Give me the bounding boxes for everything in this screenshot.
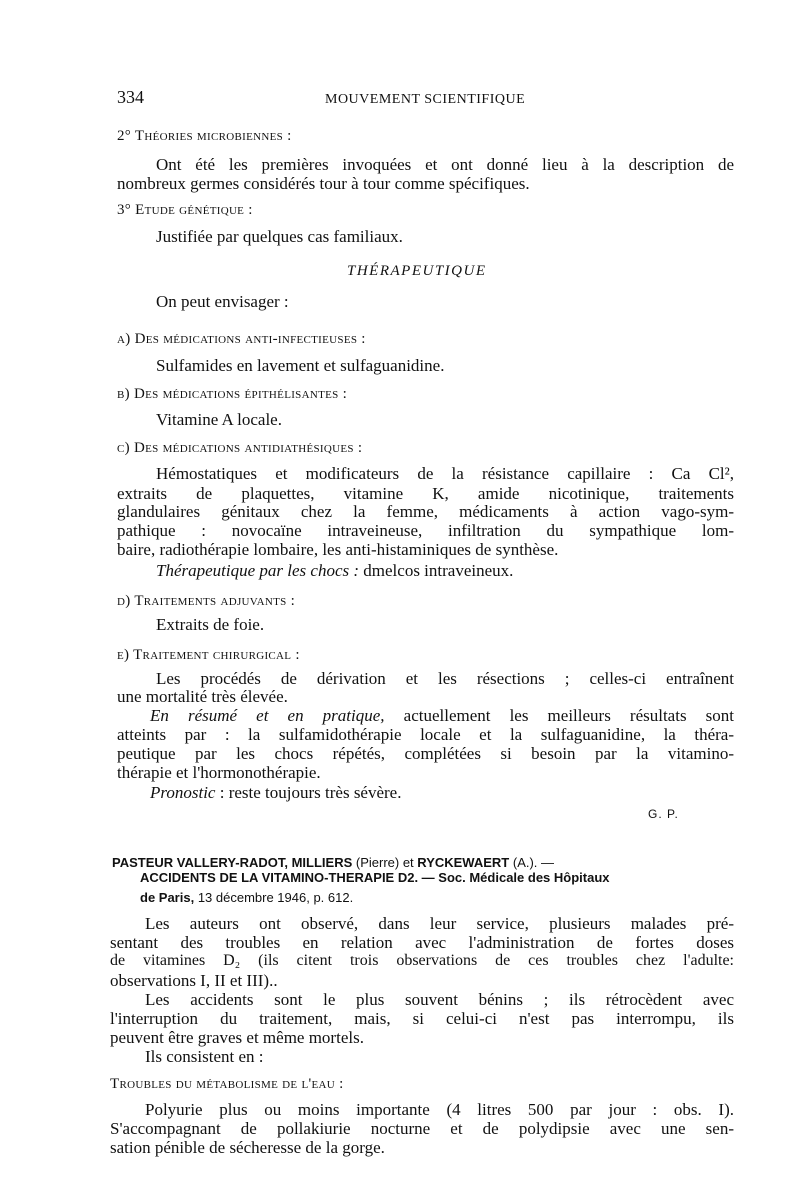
- signature: G. P.: [648, 807, 679, 821]
- heading-a: a) Des médications anti-infectieuses :: [117, 331, 366, 347]
- paragraph-line: observations I, II et III)..: [110, 971, 278, 990]
- paragraph-line: Vitamine A locale.: [156, 410, 282, 429]
- paragraph-line: S'accompagnant de pollakiurie nocturne et de polydipsie avec une sen-: [110, 1119, 734, 1138]
- paragraph-line: baire, radiothérapie lombaire, les anti-histaminiques de synthèse.: [117, 540, 559, 559]
- paragraph-line: peutique par les chocs répétés, complétées si besoin par la vitamino-: [117, 744, 734, 763]
- paragraph-line: [150, 707, 734, 724]
- heading-d: d) Traitements adjuvants :: [117, 593, 296, 609]
- paragraph-line: sation pénible de sécheresse de la gorge.: [110, 1138, 385, 1157]
- page-number: 334: [117, 87, 144, 107]
- article-title: ACCIDENTS DE LA VITAMINO-THERAPIE D2. — Soc. Médicale des Hôpitaux: [140, 870, 610, 885]
- paragraph-line: extraits de plaquettes, vitamine K, amide nicotinique, traitements: [117, 484, 734, 503]
- paragraph-line: thérapie et l'hormonothérapie.: [117, 763, 321, 782]
- running-title: MOUVEMENT SCIENTIFIQUE: [325, 92, 526, 107]
- paragraph-line: de vitamines D₂ (ils citent trois observations de ces troubles chez l'adulte:: [110, 952, 734, 969]
- paragraph-line: Justifiée par quelques cas familiaux.: [156, 227, 403, 246]
- author-initial: (A.). —: [509, 855, 555, 870]
- italic-term: Thérapeutique par les chocs :: [156, 561, 360, 580]
- heading-theories-microbiennes: 2° Théories microbiennes :: [117, 128, 292, 144]
- paragraph-line: [150, 784, 401, 801]
- paragraph-line: glandulaires génitaux chez la femme, médicaments à action vago-sym-: [117, 502, 734, 521]
- authors: PASTEUR VALLERY-RADOT, MILLIERS: [112, 855, 353, 870]
- paragraph-line: une mortalité très élevée.: [117, 687, 288, 706]
- paragraph-line: Les accidents sont le plus souvent bénins ; ils rétrocèdent avec: [145, 990, 734, 1009]
- paragraph-line: peuvent être graves et même mortels.: [110, 1028, 364, 1047]
- article-source: [140, 889, 353, 905]
- paragraph-line: Ont été les premières invoquées et ont donné lieu à la description de: [156, 155, 734, 174]
- heading-b: b) Des médications épithélisantes :: [117, 386, 348, 402]
- section-title-therapeutique: THÉRAPEUTIQUE: [347, 263, 487, 279]
- paragraph-line: On peut envisager :: [156, 292, 289, 311]
- heading-troubles: Troubles du métabolisme de l'eau :: [110, 1076, 344, 1092]
- author: RYCKEWAERT: [413, 855, 510, 870]
- paragraph-line: Hémostatiques et modificateurs de la résistance capillaire : Ca Cl²,: [156, 464, 734, 483]
- paragraph-line: Extraits de foie.: [156, 615, 265, 634]
- paragraph-line: l'interruption du traitement, mais, si celui-ci n'est pas interrompu, ils: [110, 1009, 734, 1028]
- paragraph-line: Les auteurs ont observé, dans leur service, plusieurs malades pré-: [145, 914, 734, 933]
- paragraph-line: Polyurie plus ou moins importante (4 litres 500 par jour : obs. I).: [145, 1100, 734, 1119]
- journal-place: de Paris,: [140, 890, 195, 905]
- heading-e: e) Traitement chirurgical :: [117, 647, 300, 663]
- heading-c: c) Des médications antidiathésiques :: [117, 440, 363, 456]
- paragraph-line: Ils consistent en :: [145, 1047, 264, 1066]
- paragraph-line: [156, 562, 513, 579]
- conjunction: et: [402, 855, 414, 870]
- italic-term: Pronostic: [150, 783, 216, 802]
- heading-etude-genetique: 3° Etude génétique :: [117, 202, 253, 218]
- paragraph-line: nombreux germes considérés tour à tour comme spécifiques.: [117, 174, 530, 193]
- paragraph-line: Les procédés de dérivation et les résections ; celles-ci entraînent: [156, 669, 734, 688]
- paragraph-line: Sulfamides en lavement et sulfaguanidine.: [156, 356, 445, 375]
- journal-date: 13 décembre 1946, p. 612.: [194, 890, 354, 905]
- article-reference-line: [112, 854, 554, 870]
- paragraph-line: sentant des troubles en relation avec l'administration de fortes doses: [110, 933, 734, 952]
- author-firstname: (Pierre): [352, 855, 403, 870]
- paragraph-line: atteints par : la sulfamidothérapie locale et la sulfaguanidine, la théra-: [117, 725, 734, 744]
- paragraph-line: pathique : novocaïne intraveineuse, infiltration du sympathique lom-: [117, 521, 734, 540]
- text-run: : reste toujours très sévère.: [215, 783, 402, 802]
- text-run: actuellement les meilleurs résultats sont: [384, 706, 735, 725]
- italic-term: En résumé et en pratique,: [150, 706, 385, 725]
- text-run: dmelcos intraveineux.: [359, 561, 514, 580]
